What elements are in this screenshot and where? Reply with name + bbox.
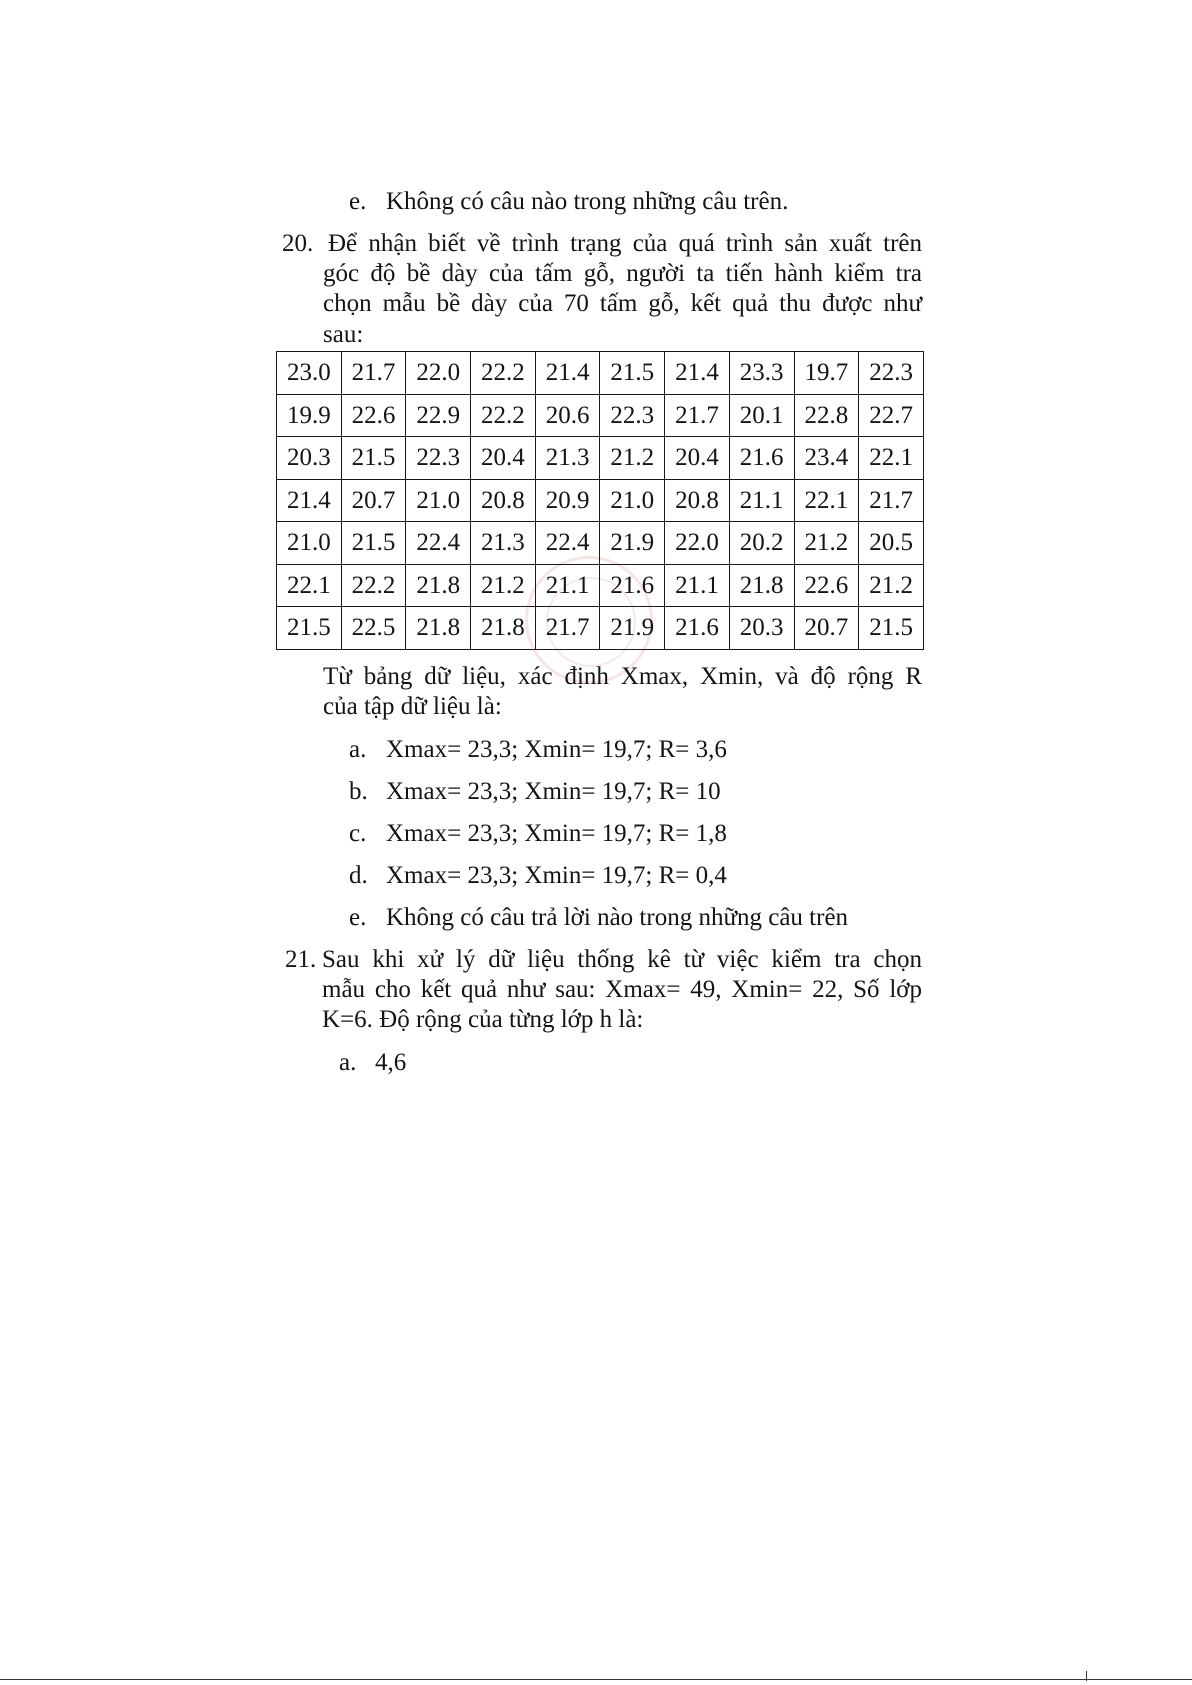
option-text: 4,6 bbox=[375, 1049, 407, 1076]
question-stem-line: Để nhận biết về trình trạng của quá trình sản xuất trên bbox=[328, 230, 922, 257]
table-cell: 22.0 bbox=[665, 522, 730, 565]
table-cell: 20.3 bbox=[729, 607, 794, 650]
table-cell: 21.2 bbox=[600, 437, 665, 480]
table-cell: 19.9 bbox=[277, 394, 342, 437]
option-marker: a. bbox=[339, 1049, 357, 1076]
table-cell: 22.3 bbox=[859, 352, 924, 395]
table-cell: 22.1 bbox=[859, 437, 924, 480]
table-cell: 22.8 bbox=[794, 394, 859, 437]
table-cell: 21.8 bbox=[729, 564, 794, 607]
table-row bbox=[277, 564, 924, 607]
question-prompt-line: của tập dữ liệu là: bbox=[323, 693, 502, 720]
page-bottom-tick bbox=[1086, 1671, 1087, 1681]
table-cell: 20.4 bbox=[471, 437, 536, 480]
table-cell: 22.4 bbox=[535, 522, 600, 565]
table-cell: 21.9 bbox=[600, 607, 665, 650]
option-marker: e. bbox=[349, 188, 367, 215]
table-cell: 20.2 bbox=[729, 522, 794, 565]
table-cell: 21.6 bbox=[729, 437, 794, 480]
table-cell: 22.5 bbox=[341, 607, 406, 650]
option-text: Không có câu nào trong những câu trên. bbox=[386, 188, 789, 215]
table-cell: 20.8 bbox=[471, 479, 536, 522]
table-cell: 21.8 bbox=[471, 607, 536, 650]
question-number: 21. bbox=[285, 946, 317, 973]
table-cell: 20.9 bbox=[535, 479, 600, 522]
question-number: 20. bbox=[282, 230, 314, 257]
table-row bbox=[277, 522, 924, 565]
table-cell: 21.1 bbox=[729, 479, 794, 522]
question-stem-line: sau: bbox=[323, 321, 364, 348]
table-cell: 22.3 bbox=[406, 437, 471, 480]
table-cell: 21.7 bbox=[665, 394, 730, 437]
table-cell: 22.6 bbox=[341, 394, 406, 437]
table-row bbox=[277, 394, 924, 437]
table-cell: 22.7 bbox=[859, 394, 924, 437]
table-cell: 21.1 bbox=[535, 564, 600, 607]
table-cell: 20.3 bbox=[277, 437, 342, 480]
table-cell: 22.3 bbox=[600, 394, 665, 437]
table-cell: 20.8 bbox=[665, 479, 730, 522]
table-cell: 21.2 bbox=[859, 564, 924, 607]
option-text: Xmax= 23,3; Xmin= 19,7; R= 1,8 bbox=[386, 820, 727, 847]
table-row bbox=[277, 607, 924, 650]
table-cell: 23.3 bbox=[729, 352, 794, 395]
table-row bbox=[277, 479, 924, 522]
table-cell: 19.7 bbox=[794, 352, 859, 395]
table-cell: 23.0 bbox=[277, 352, 342, 395]
option-text: Không có câu trả lời nào trong những câu trên bbox=[386, 904, 849, 931]
table-row bbox=[277, 352, 924, 395]
table-cell: 20.4 bbox=[665, 437, 730, 480]
table-cell: 21.8 bbox=[406, 564, 471, 607]
table-cell: 21.5 bbox=[341, 437, 406, 480]
table-cell: 21.3 bbox=[471, 522, 536, 565]
table-cell: 21.4 bbox=[665, 352, 730, 395]
table-cell: 22.6 bbox=[794, 564, 859, 607]
table-cell: 22.1 bbox=[794, 479, 859, 522]
table-cell: 21.0 bbox=[600, 479, 665, 522]
table-cell: 21.4 bbox=[277, 479, 342, 522]
option-marker: e. bbox=[349, 904, 367, 931]
table-cell: 21.5 bbox=[859, 607, 924, 650]
table-cell: 22.2 bbox=[471, 394, 536, 437]
table-cell: 20.7 bbox=[341, 479, 406, 522]
table-cell: 23.4 bbox=[794, 437, 859, 480]
page-bottom-rule bbox=[0, 1679, 1192, 1680]
table-cell: 20.1 bbox=[729, 394, 794, 437]
question-prompt-line: Từ bảng dữ liệu, xác định Xmax, Xmin, và độ rộng R bbox=[323, 663, 922, 690]
table-cell: 21.3 bbox=[535, 437, 600, 480]
option-text: Xmax= 23,3; Xmin= 19,7; R= 10 bbox=[386, 778, 721, 805]
table-cell: 22.0 bbox=[406, 352, 471, 395]
question-stem-line: chọn mẫu bề dày của 70 tấm gỗ, kết quả thu được như bbox=[323, 290, 922, 317]
table-cell: 21.8 bbox=[406, 607, 471, 650]
table-cell: 21.6 bbox=[665, 607, 730, 650]
table-cell: 22.9 bbox=[406, 394, 471, 437]
question-stem-line: Sau khi xử lý dữ liệu thống kê từ việc kiểm tra chọn bbox=[322, 946, 922, 973]
table-cell: 21.0 bbox=[277, 522, 342, 565]
option-marker: d. bbox=[349, 862, 368, 889]
table-cell: 21.4 bbox=[535, 352, 600, 395]
data-table bbox=[276, 351, 924, 650]
table-cell: 22.2 bbox=[341, 564, 406, 607]
option-text: Xmax= 23,3; Xmin= 19,7; R= 0,4 bbox=[386, 862, 727, 889]
table-cell: 21.5 bbox=[277, 607, 342, 650]
table-cell: 21.6 bbox=[600, 564, 665, 607]
table-cell: 21.5 bbox=[600, 352, 665, 395]
table-cell: 22.1 bbox=[277, 564, 342, 607]
option-marker: a. bbox=[349, 736, 367, 763]
table-cell: 21.7 bbox=[859, 479, 924, 522]
option-marker: b. bbox=[349, 778, 368, 805]
table-cell: 22.4 bbox=[406, 522, 471, 565]
question-stem-line: K=6. Độ rộng của từng lớp h là: bbox=[322, 1006, 644, 1033]
table-cell: 21.9 bbox=[600, 522, 665, 565]
table-cell: 21.1 bbox=[665, 564, 730, 607]
table-cell: 20.6 bbox=[535, 394, 600, 437]
question-stem-line: góc độ bề dày của tấm gỗ, người ta tiến hành kiểm tra bbox=[323, 260, 922, 287]
table-cell: 21.5 bbox=[341, 522, 406, 565]
table-cell: 20.7 bbox=[794, 607, 859, 650]
table-cell: 21.0 bbox=[406, 479, 471, 522]
table-cell: 21.2 bbox=[471, 564, 536, 607]
table-cell: 20.5 bbox=[859, 522, 924, 565]
option-text: Xmax= 23,3; Xmin= 19,7; R= 3,6 bbox=[386, 736, 727, 763]
table-cell: 21.2 bbox=[794, 522, 859, 565]
table-row bbox=[277, 437, 924, 480]
table-cell: 22.2 bbox=[471, 352, 536, 395]
option-marker: c. bbox=[349, 820, 367, 847]
table-cell: 21.7 bbox=[535, 607, 600, 650]
question-stem-line: mẫu cho kết quả như sau: Xmax= 49, Xmin= 22, Số lớp bbox=[322, 976, 922, 1003]
table-cell: 21.7 bbox=[341, 352, 406, 395]
